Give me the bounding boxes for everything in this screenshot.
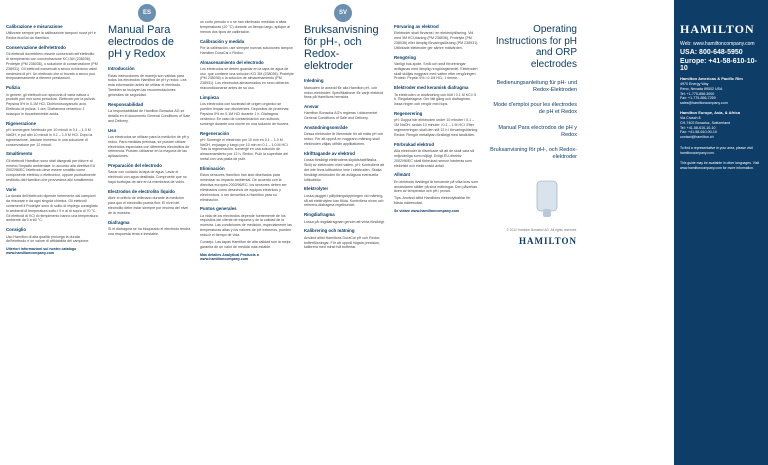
- section-heading: Kalibrering och mätning: [304, 228, 355, 234]
- footer-link[interactable]: Ulteriori informazioni sul nostro catalogo www.hamiltoncompany.com: [6, 247, 77, 256]
- office-name: Hamilton Americas & Pacific Rim: [680, 76, 743, 81]
- panel-swedish-body: [390, 0, 482, 465]
- section-heading: Rengöring: [394, 54, 416, 60]
- section-text: In genere, gli elettrodi con sporcizia di varia natura o prodotti puri non sono pericolosi. Elettrodo per la pulizia: Pepsina 5% in 0.1M HCl, Dichloroisocyanuric acid. Elettrodo di pulizia: 1 ora. Diaframma ceramico: 1 sciacquo in tiocarbammide acida.: [6, 92, 96, 116]
- panel-sections: [394, 24, 479, 206]
- representative-note: To find a representative in your area, please visit hamiltoncompany.com.: [680, 146, 753, 155]
- section-text: Gli elettrodi Hamilton sono stati disegnati per ridurre al minimo l'impatto ambientale. In accordo alla direttiva EU 2002/96/EC l'elettrodo deve essere smaltito come componente elettrico o elettronico, oppure puntualmente restituito dal Hamilton che provvederà allo smaltimento.: [6, 158, 96, 183]
- section-heading: Pulizia: [6, 85, 20, 91]
- section-heading: Conservazione dell'elettrodo: [6, 44, 66, 50]
- section-heading: Limpieza: [200, 95, 219, 100]
- section-text: Abrir el orificio de rellenado durante la medición para que el electrolito pueda fluir. El nivel del electrolito debe estar siempre por encima del nivel de la muestra.: [108, 196, 189, 215]
- language-badge: SV: [334, 4, 352, 22]
- panel-cover: [484, 0, 580, 465]
- section-text: Lossa på ringdiafragman genom att vrida försiktigt.: [304, 219, 385, 224]
- cover-title: Operating Instructions for pH and ORP electrodes: [495, 24, 577, 70]
- section-text: Lossa försiktigt elektrodens skyddshatt/flaska. Skölj av elektroden med vatten. pH: Kontrollera att det inte finns luftbubblor inne i elektroden. Skaka försiktigt elektroden för att avlägsna eventuella luftbubblor.: [304, 158, 385, 182]
- section-heading: Idrifttagande av elektrod: [304, 150, 355, 156]
- section-text: Tips: Använd alltid Hamiltons elektrolytkablar för bästa mätresultat.: [394, 196, 471, 206]
- section-text: Dessa elektroder är lifesmade för att mäta pH och redox. För att uppnå en noggrann mätning skall elektroden väljas utifrån applikationen.: [304, 132, 384, 147]
- section-heading: Förbrukad elektrod: [394, 141, 435, 147]
- section-heading: Varie: [6, 186, 17, 192]
- section-text: La vida de los electrodos depende fuertemente de los requisitos del cliente de espuma y de la calidad de la muestra. Las condiciones de medición, especialmente las temperaturas altas y los valores de pH extremos, pueden reducir el tiempo de vida.: [200, 213, 292, 237]
- address-line: contact@hamilton.ch: [680, 135, 714, 140]
- section-text: Alla elektroder är tillverkade så att de skall vara så miljovänliga som möjligt. Enligt EU-direktiv 2002/96/EC skall förbrukad sensor hanteras som elektriskt och elektroniskt avfall.: [394, 149, 475, 168]
- section-text: Använd alltid Hamiltons DuraCal pH och Redox buffertlösningar. För att uppnå högsta precision, kalibrera med minst två buffertar.: [304, 235, 381, 250]
- section-heading: Rigenerazione: [6, 120, 37, 126]
- panel-sections: [304, 78, 385, 250]
- panel-swedish-cover: [300, 0, 388, 465]
- section-heading: Elektroder med keramisk diafragma: [394, 85, 469, 91]
- section-heading: Elektrolyter: [304, 186, 329, 192]
- address-line: Tel: +41-58-610-10-10: [680, 125, 716, 130]
- section-text: Ta elektroden ur användning och blöt i 0.1 M KCl i 5 h. Ringdiafragma: Ger lätt gång och diafragman, lossa ringen och rengör med tops.: [394, 92, 477, 107]
- section-heading: Almacenamiento del electrodo: [200, 59, 264, 65]
- section-text: Uso Hamilton di alta qualità prolunga la durata dell'elettrodo e un valore di affidabilità del campione.: [6, 234, 90, 244]
- section-text: Estas instrucciones de manejo son válidas para todos los electrodos Hamilton de pH y redox. Lea esta información antes de utilizar el electrodo. También se incluyen las recomendaciones generales de seguridad.: [108, 73, 187, 97]
- section-heading: Puntos generales: [200, 206, 237, 212]
- language-badge: ES: [138, 4, 156, 22]
- section-text: Los electrodos se utilizan para la medición de pH y redox. Para medidas precisas, se pueden utilizar electrodos especiales con diferentes electrolitos de referencia. Pueden utilizarse en la mayoría de las aplicaciones.: [108, 134, 190, 159]
- usa-phone[interactable]: USA: 800-648-5950: [680, 49, 743, 56]
- section-heading: Regenerering: [394, 111, 423, 117]
- office-address: [680, 110, 762, 140]
- section-heading: Inledning: [304, 78, 324, 84]
- europe-phone[interactable]: Europe: +41-58-610-10-10: [680, 58, 757, 72]
- panel-spanish-cover: [104, 0, 194, 465]
- section-heading: Consiglio: [6, 227, 27, 233]
- footer-link[interactable]: Más detalles Analytical Products a www.hamiltoncompany.com: [200, 252, 259, 261]
- office-name: Hamilton Europe, Asia, & Africa: [680, 110, 740, 116]
- footer-link[interactable]: Se vidare www.hamiltoncompany.com: [394, 208, 460, 213]
- section-heading: Användningsområde: [304, 125, 348, 131]
- address-list: [680, 76, 762, 140]
- address-line: CH-7402 Bonaduz, Switzerland: [680, 120, 731, 125]
- section-text: pH: immergere l'elettrodo per 10 minuti in 0.1 – 1.0 M NaOH, e poi altri 10 minuti in 0.1 – 1.0 M HCl. Dopo la rigenerazione, lasciare immerso in una soluzione di conservazione per 12 minuti.: [6, 128, 93, 147]
- section-text: Manualen är avsedd för alla Hamilton pH- och redox-elektroder. Specifikationer för varje elektrod finns på Hamiltons hemsida.: [304, 85, 384, 100]
- address-line: Fax: +41-58-610-00-10: [680, 130, 717, 135]
- cover-subtitle-sv: Bruksanvisning för pH-, och Redox-elektroder: [490, 146, 577, 160]
- manual-title: Bruksanvisning för pH-, och Redox-elektroder: [304, 24, 379, 73]
- electrode-illustration: [517, 179, 577, 219]
- section-heading: Ansvar: [304, 104, 319, 110]
- panel-back-cover: [674, 0, 768, 465]
- section-heading: Smaltimento: [6, 151, 33, 157]
- section-text: Gli elettrodi dovrebbero essere conservati nell'elettrolito di riempimento con concentrazione KCl 3M (238036), Protelyte (PM 238036), o soluzione di conservazione (PM 238931). Gli elettrodi conservati a secco richiedono valori medesimi di pH. Un elettrodo che si trovato a secco può temporaneamente a ritenere prestazioni.: [6, 52, 98, 81]
- language-note: This guide may be available in other languages. Visit www.hamiltoncompany.com for more information.: [680, 161, 760, 170]
- section-heading: Calibración y medida: [200, 38, 245, 44]
- section-text: Lossa plugget i påfyllningsöppningen vid mätning, så att elektrolyten kan flöda. Kontrollera nivan och referens-diafragma regelbundet.: [304, 193, 384, 208]
- address-line: sales@hamiltoncompany.com: [680, 101, 728, 106]
- section-text: La responsabilidad de Hamilton Bonaduz AG se detalla en el documento General Conditions of Sale and Delivery.: [108, 109, 191, 123]
- panel-spanish-body: [196, 0, 298, 465]
- section-heading: Allmänt: [394, 172, 411, 178]
- section-text: Hamilton Bonaduz AG's regleras i dokumentet General Conditions of Sale and Delivery.: [304, 111, 378, 121]
- section-text: La durata dell'elettrodo dipende fortemente dai campioni da misurare e da ogni singola chimica. Gli elettrodi contenenti il Protelyte sono di solito di impiego consigliato in ambienti di temperatura sotto i 0 e al di sopra di 70 °C. Gli elettrodi di KCl di riempimento hanno una temperatura ambiente da 0 a 60 °C.: [6, 194, 98, 223]
- section-text: pH: Sumergir el electrodo por 10 min en 0.1 – 1.0 M NaOH, enjuagar y luego por 10 min en 0.1 – 1.0 M HCl. Tras la regeneración, sumergir en una solución de almacenamiento por 12 h. Redox: Pulir la superficie del metal con una pasta de pulir.: [200, 137, 289, 162]
- section-heading: Ringdiafragma: [304, 212, 335, 218]
- section-heading: Regeneración: [200, 130, 230, 136]
- section-heading: Responsabilidad: [108, 101, 144, 107]
- cover-subtitle-es: Manual Para electrodos de pH y Redox: [498, 124, 577, 138]
- section-text: Los electrodos con suciedad de origen orgánico se pueden limpiar con disolventes. Depósitos de proteínas: Pepsina 5% en 0.1M HCl durante 1 h. Diafragma cerámico: En caso de contaminación con sulfuros, sumergir durante una noche en una solución de tiourea.: [200, 102, 290, 126]
- hamilton-logo: HAMILTON: [518, 236, 577, 247]
- section-text: Utilizzare sempre per la calibrazione tamponi nuovi pH e Redox ItuoSal da Hamilton.: [6, 31, 96, 41]
- address-line: Via Crusch 8: [680, 115, 701, 120]
- section-heading: Diafragma: [108, 219, 130, 225]
- section-text: Si el diafragma se ha bloqueado el electrodo tendrá una respuesta lenta e inestable.: [108, 226, 191, 236]
- section-text: Elektroder skall förvaras i en elektrolytlösning. Vid med 3M KCl-lösning (PM 238036), Protelyte (PM 238036) eller lämplig förvaringslösning (PM 238931). Uttörkade elektroder ger sämre mätvärden.: [394, 31, 479, 50]
- section-heading: Uso: [108, 127, 117, 133]
- copyright-note: © 2012 Hamilton Bonaduz AG. All rights reserved.: [506, 228, 577, 233]
- address-line: Reno, Nevada 89502 USA: [680, 86, 723, 91]
- cover-subtitle-de: Bedienungsanleitung für pH- und Redox-Elektroden: [496, 80, 577, 94]
- section-heading: Electrodos de electrolito líquido: [108, 188, 175, 194]
- cover-subtitle-fr: Mode d'emploi pour les électrodes de pH et Redox: [493, 102, 577, 116]
- section-text: pH: Doppa här elektroden under 10 minuter i 0.1 – 1M NaOH, sedan 10 minuter i 0.1 – 1 M HCl. Efter regenereringen skall den stå 12 h i förvaringslösning. Redox: Rengör metallytan försiktigt med tandkräm.: [394, 118, 479, 137]
- office-address: [680, 76, 762, 106]
- section-text: Vanligt hus-spole. Små och små föroreningar avlägsnas med lämplig rengöringsmedel. Elektroden skall sköljas noggrant med vatten efter rengöringen. Protein: Pepsin 5% i 0.1M HCl, 1 timme.: [394, 61, 478, 81]
- panel-spacer: [582, 0, 672, 465]
- website-link[interactable]: Web: www.hamiltoncompany.com: [680, 41, 755, 47]
- section-text: un corto periodo ir o se han eliminado medidas a altas temperaturas (20 °C) durante un tiempo largo, aplique al menos dos tipos de calibración.: [200, 20, 290, 34]
- hamilton-logo: HAMILTON: [680, 22, 755, 36]
- section-heading: Introducción: [108, 66, 135, 72]
- address-line: Tel: +1-775-858-3000: [680, 91, 715, 96]
- section-text: En elektrods livslängd är beroende på vilka krav som användaren ställer på sina mätningar. Den påverkas även av temperatur och pH i provet.: [394, 179, 479, 194]
- section-heading: Calibrazione e misurazione: [6, 24, 63, 29]
- address-line: 4970 Energy Way: [680, 81, 709, 86]
- address-line: Fax: +1-775-856-7259: [680, 96, 716, 101]
- panel-italian: [0, 0, 102, 465]
- section-text: Estos sensores Hamilton han sido diseñados para minimizar su impacto ambiental. De acuerdo con la directiva europea 2002/96/EC, los sensores deben ser eliminados como desechos de equipos eléctricos y electrónicos, o ser devueltos a Hamilton para su eliminación.: [200, 173, 287, 202]
- section-text: Consejo: Las tapas Hamilton de alta calidad son la mejor garantía de un valor de medida más estable.: [200, 239, 291, 249]
- section-text: Los electrodos se deben guardar en la tapa de agua de uso, que contiene una solucion KCl 3M (238036), Protelyte (PM 238036) o la solución de almacenamiento (PM 238931). Los electrodos almacenados en seco deberán reacondicionarse antes de su uso.: [200, 66, 294, 91]
- panel-sections: [6, 24, 98, 244]
- panel-sections: [108, 66, 191, 236]
- section-heading: Förvaring av elektrod: [394, 24, 439, 29]
- panel-sections: [200, 20, 294, 250]
- section-heading: Eliminación: [200, 166, 225, 171]
- section-heading: Preparación del electrodo: [108, 163, 162, 169]
- section-text: Por la calibración, use siempre nuevas soluciones tampón Hamilton DuraCal o Redox.: [200, 45, 293, 55]
- section-text: Sacar con cuidado la tapa de agua. Lavar el electrodo con agua destilada. Compruebe que no haya burbujas de aire en la membrana de vidrio.: [108, 170, 187, 185]
- manual-title: Manual Para electrodos de pH y Redox: [108, 24, 175, 61]
